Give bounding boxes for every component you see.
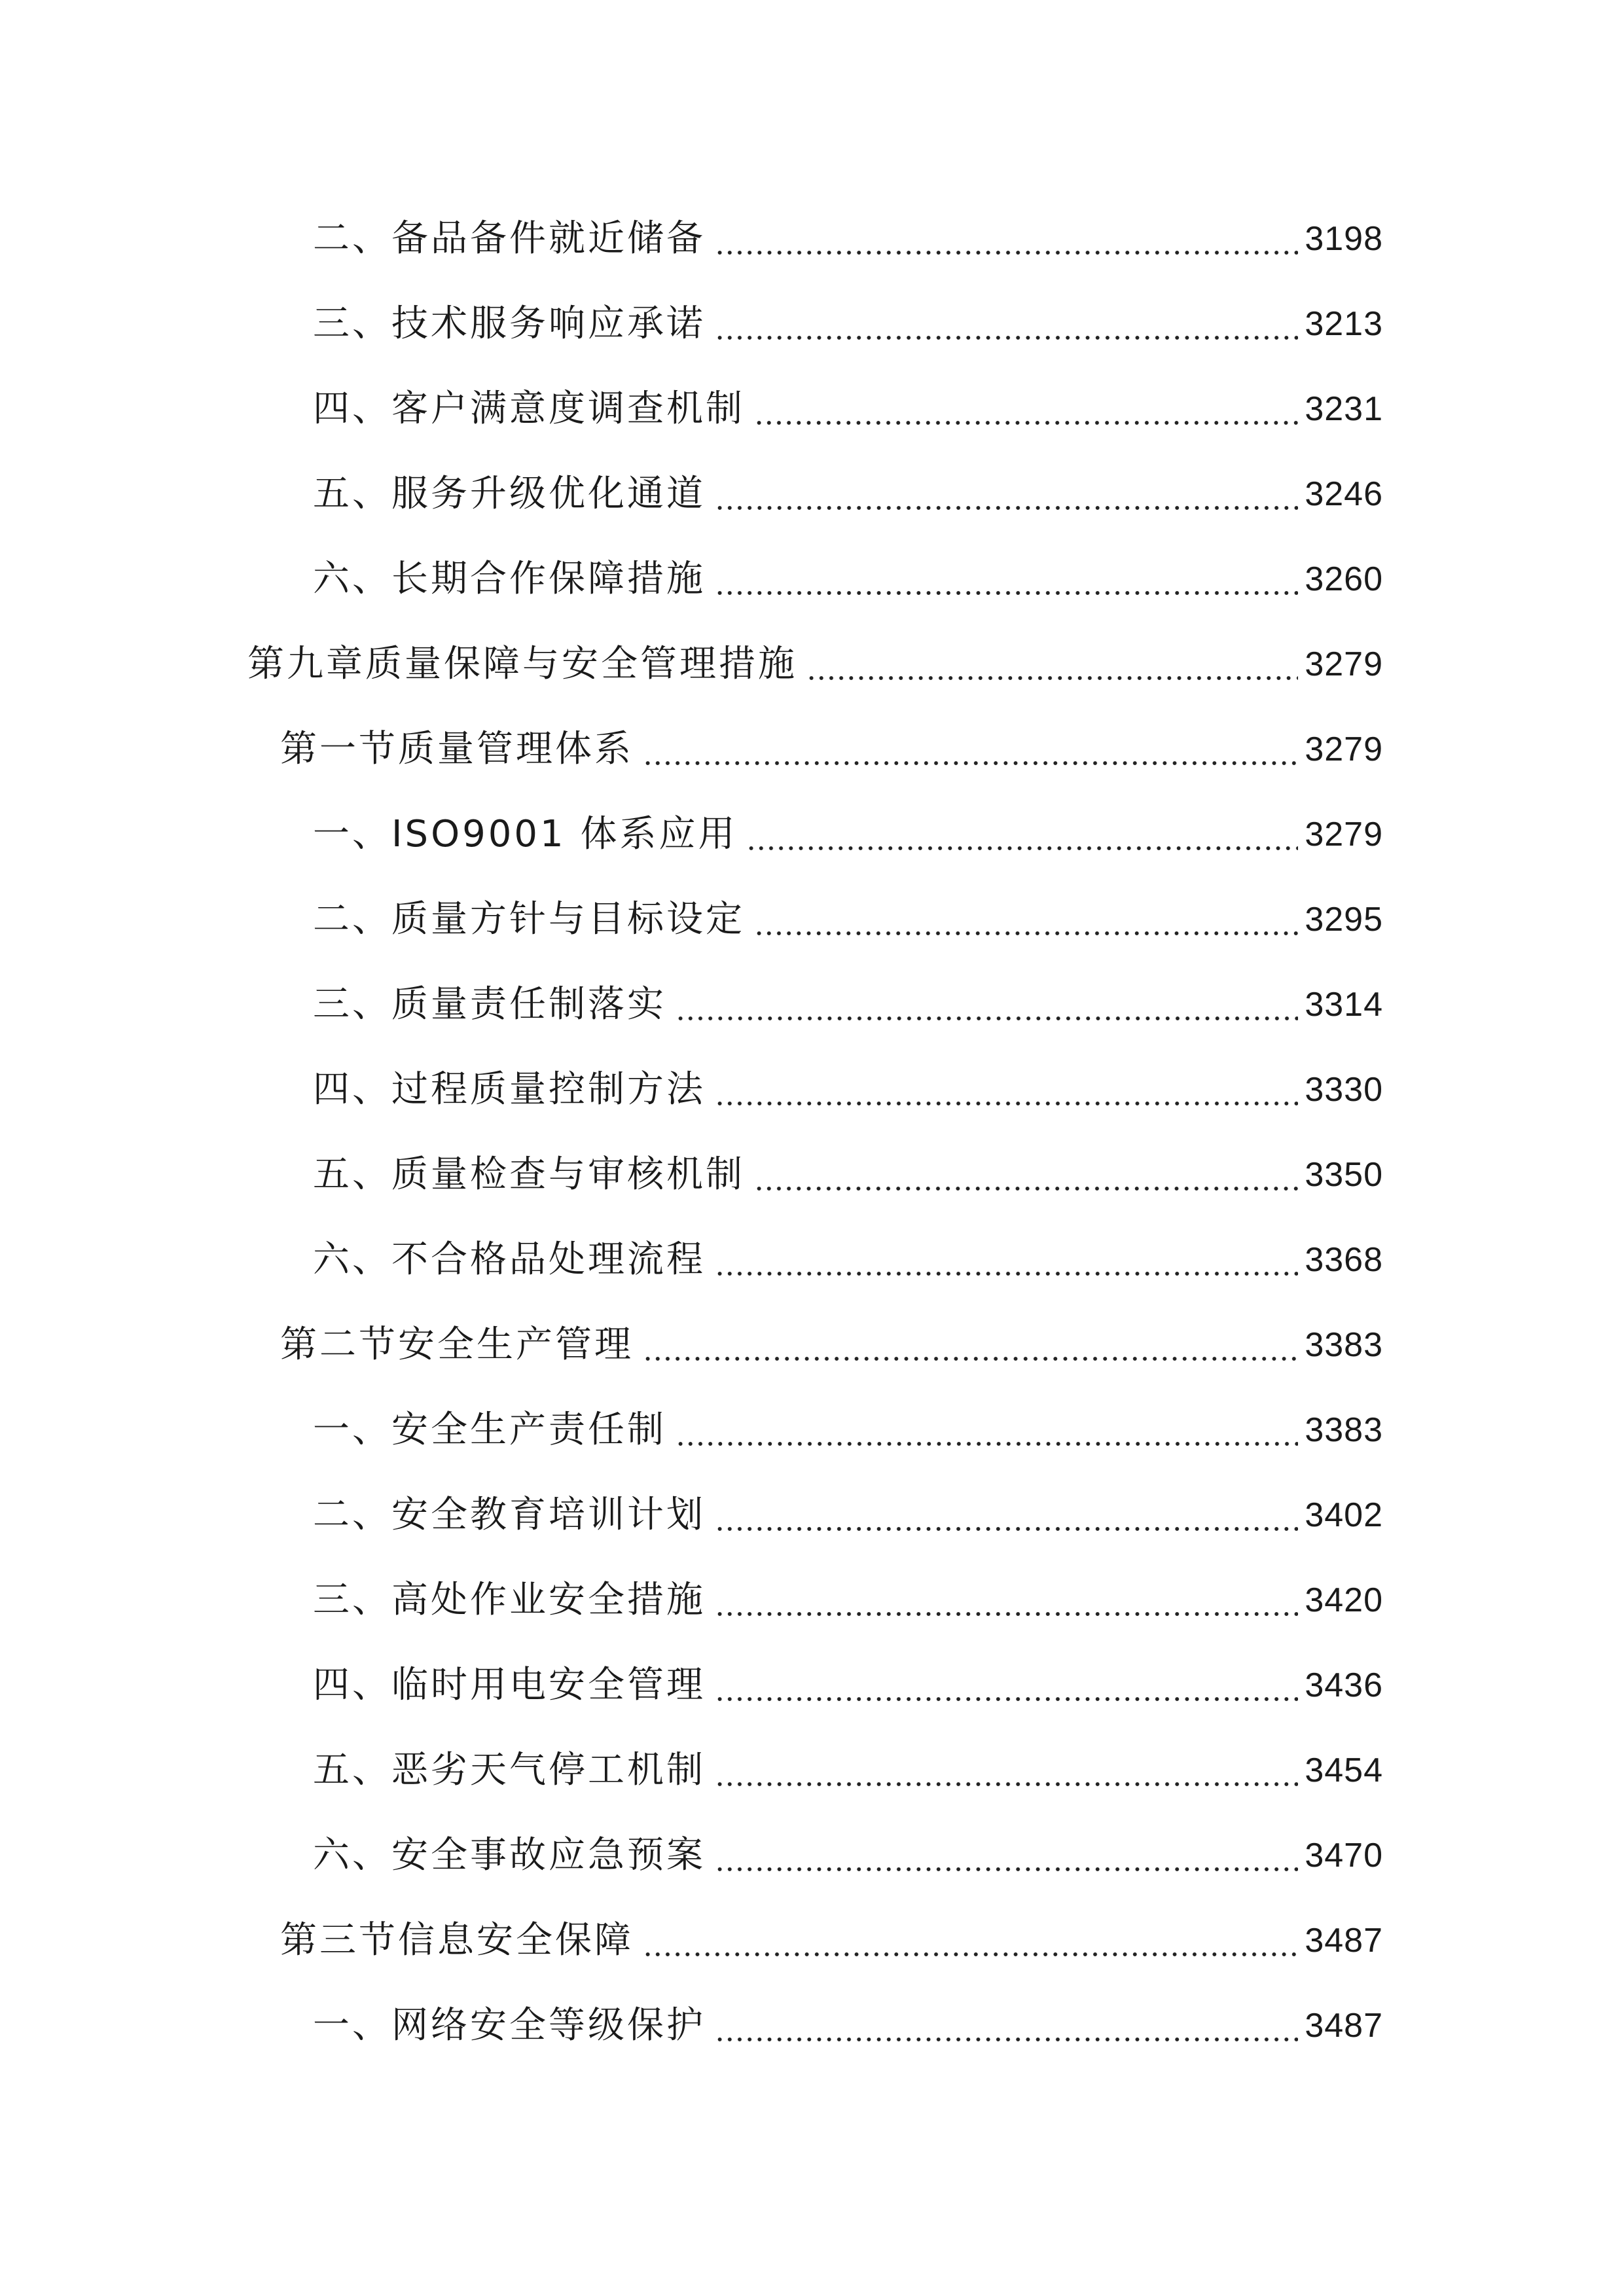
toc-page-number: 3420 bbox=[1305, 1581, 1383, 1619]
toc-subsection-entry[interactable] bbox=[0, 877, 1624, 962]
toc-dot-leader bbox=[754, 901, 1298, 938]
toc-entry-title: 第九章质量保障与安全管理措施 bbox=[247, 643, 797, 685]
toc-subsection-entry[interactable] bbox=[0, 962, 1624, 1047]
toc-section-entry[interactable] bbox=[0, 1898, 1624, 1983]
toc-entry-title: 四、临时用电安全管理 bbox=[313, 1664, 706, 1706]
toc-page-number: 3454 bbox=[1305, 1751, 1383, 1789]
toc-chapter-entry[interactable] bbox=[0, 622, 1624, 707]
toc-entry-title: 五、恶劣天气停工机制 bbox=[313, 1749, 706, 1791]
toc-page-number: 3198 bbox=[1305, 220, 1383, 258]
toc-section-entry[interactable] bbox=[0, 1302, 1624, 1388]
toc-dot-leader bbox=[715, 1071, 1298, 1108]
toc-page-number: 3383 bbox=[1305, 1411, 1383, 1449]
toc-entry-title: 第一节质量管理体系 bbox=[280, 728, 634, 770]
toc-dot-leader bbox=[715, 561, 1298, 598]
toc-dot-leader bbox=[754, 1157, 1298, 1193]
toc-dot-leader bbox=[715, 1242, 1298, 1278]
toc-dot-leader bbox=[715, 221, 1298, 257]
toc-page-number: 3213 bbox=[1305, 305, 1383, 343]
toc-dot-leader bbox=[715, 306, 1298, 342]
toc-dot-leader bbox=[715, 1582, 1298, 1619]
toc-dot-leader bbox=[715, 1752, 1298, 1789]
toc-entry-title: 第二节安全生产管理 bbox=[280, 1323, 634, 1366]
toc-dot-leader bbox=[806, 646, 1298, 683]
toc-page-number: 3470 bbox=[1305, 1837, 1383, 1874]
toc-subsection-entry[interactable] bbox=[0, 1047, 1624, 1132]
toc-subsection-entry[interactable] bbox=[0, 792, 1624, 877]
toc-entry-title: 六、不合格品处理流程 bbox=[313, 1238, 706, 1281]
toc-subsection-entry[interactable] bbox=[0, 1388, 1624, 1473]
toc-entry-title: 一、网络安全等级保护 bbox=[313, 2004, 706, 2047]
toc-page-number: 3279 bbox=[1305, 730, 1383, 768]
toc-entry-title: 六、长期合作保障措施 bbox=[313, 558, 706, 600]
toc-page-number: 3402 bbox=[1305, 1496, 1383, 1534]
toc-dot-leader bbox=[643, 731, 1298, 768]
toc-page-number: 3436 bbox=[1305, 1666, 1383, 1704]
toc-page-number: 3314 bbox=[1305, 986, 1383, 1024]
toc-dot-leader bbox=[676, 1412, 1298, 1448]
toc-dot-leader bbox=[643, 1922, 1298, 1959]
toc-subsection-entry[interactable] bbox=[0, 1728, 1624, 1813]
toc-dot-leader bbox=[746, 816, 1298, 853]
toc-page-number: 3279 bbox=[1305, 645, 1383, 683]
toc-page-number: 3383 bbox=[1305, 1326, 1383, 1364]
toc-page-number: 3487 bbox=[1305, 1922, 1383, 1960]
toc-dot-leader bbox=[715, 2007, 1298, 2044]
toc-page-number: 3487 bbox=[1305, 2007, 1383, 2045]
toc-entry-title: 四、过程质量控制方法 bbox=[313, 1068, 706, 1111]
toc-subsection-entry[interactable] bbox=[0, 1558, 1624, 1643]
toc-entry-title: 五、质量检查与审核机制 bbox=[313, 1153, 745, 1196]
table-of-contents bbox=[0, 196, 1624, 2068]
toc-subsection-entry[interactable] bbox=[0, 281, 1624, 367]
toc-entry-title: 二、备品备件就近储备 bbox=[313, 217, 706, 260]
toc-page-number: 3231 bbox=[1305, 390, 1383, 428]
toc-page-number: 3350 bbox=[1305, 1156, 1383, 1194]
toc-subsection-entry[interactable] bbox=[0, 1217, 1624, 1302]
toc-entry-title: 二、质量方针与目标设定 bbox=[313, 898, 745, 941]
toc-entry-title: 三、质量责任制落实 bbox=[313, 983, 666, 1026]
toc-entry-title: 一、安全生产责任制 bbox=[313, 1408, 666, 1451]
toc-entry-title: 四、客户满意度调查机制 bbox=[313, 387, 745, 430]
toc-subsection-entry[interactable] bbox=[0, 1813, 1624, 1898]
toc-page-number: 3279 bbox=[1305, 816, 1383, 853]
toc-entry-title: 二、安全教育培训计划 bbox=[313, 1494, 706, 1536]
toc-page-number: 3295 bbox=[1305, 901, 1383, 939]
toc-section-entry[interactable] bbox=[0, 707, 1624, 792]
toc-dot-leader bbox=[715, 1667, 1298, 1704]
toc-page-number: 3260 bbox=[1305, 560, 1383, 598]
toc-entry-title: 三、高处作业安全措施 bbox=[313, 1579, 706, 1621]
toc-dot-leader bbox=[676, 986, 1298, 1023]
toc-page-number: 3330 bbox=[1305, 1071, 1383, 1109]
toc-entry-title: 五、服务升级优化通道 bbox=[313, 473, 706, 515]
toc-dot-leader bbox=[715, 1497, 1298, 1534]
toc-subsection-entry[interactable] bbox=[0, 1643, 1624, 1728]
toc-subsection-entry[interactable] bbox=[0, 196, 1624, 281]
toc-entry-title: 六、安全事故应急预案 bbox=[313, 1834, 706, 1876]
toc-entry-title: 三、技术服务响应承诺 bbox=[313, 302, 706, 345]
toc-subsection-entry[interactable] bbox=[0, 367, 1624, 452]
toc-page-number: 3246 bbox=[1305, 475, 1383, 513]
toc-dot-leader bbox=[715, 1837, 1298, 1874]
toc-page-number: 3368 bbox=[1305, 1241, 1383, 1279]
toc-subsection-entry[interactable] bbox=[0, 537, 1624, 622]
toc-dot-leader bbox=[754, 391, 1298, 427]
toc-subsection-entry[interactable] bbox=[0, 1983, 1624, 2068]
toc-dot-leader bbox=[643, 1327, 1298, 1363]
toc-subsection-entry[interactable] bbox=[0, 452, 1624, 537]
toc-subsection-entry[interactable] bbox=[0, 1132, 1624, 1217]
toc-entry-title: 一、ISO9001 体系应用 bbox=[313, 813, 738, 855]
toc-subsection-entry[interactable] bbox=[0, 1473, 1624, 1558]
toc-entry-title: 第三节信息安全保障 bbox=[280, 1919, 634, 1962]
toc-dot-leader bbox=[715, 476, 1298, 512]
